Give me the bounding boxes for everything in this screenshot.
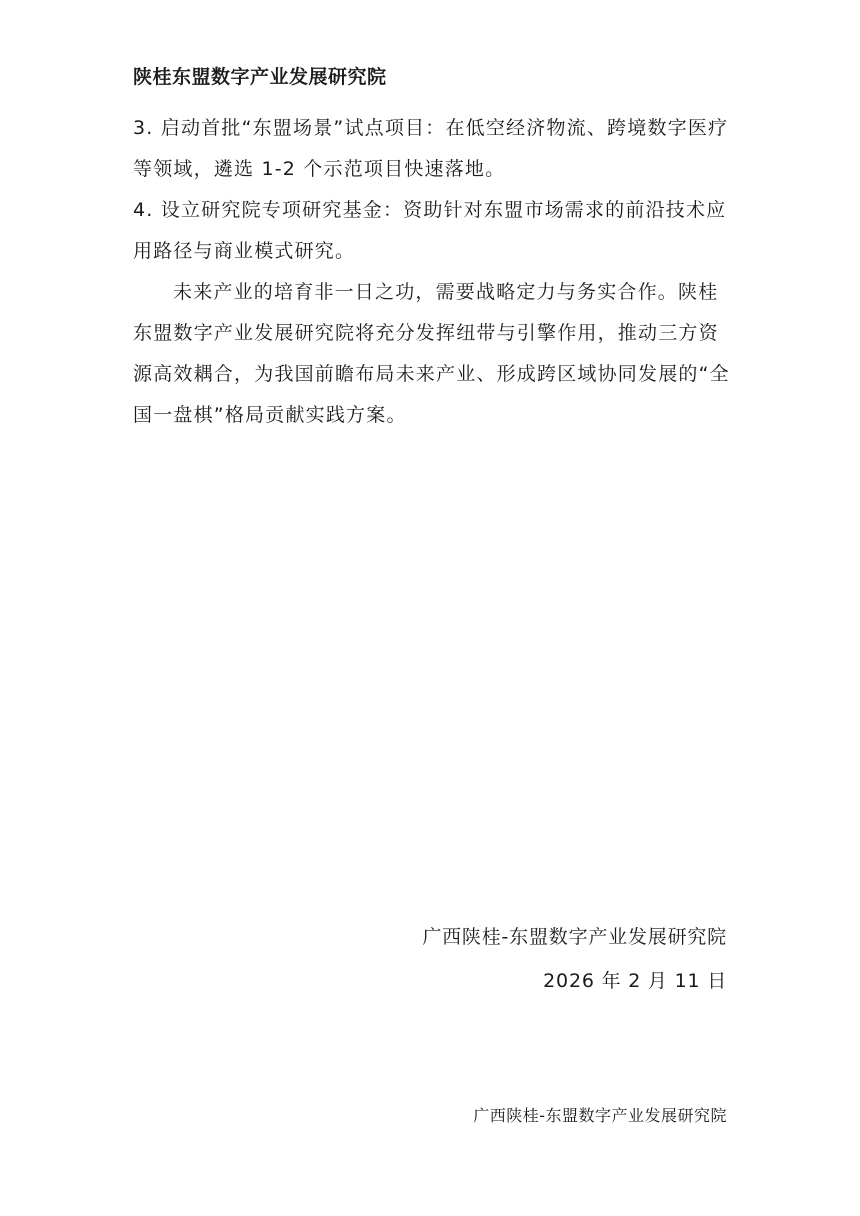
signature-organization: 广西陕桂-东盟数字产业发展研究院 <box>422 926 727 948</box>
list-item-4: 4. 设立研究院专项研究基金：资助针对东盟市场需求的前沿技术应用路径与商业模式研究。 <box>133 199 727 262</box>
document-body <box>133 108 733 436</box>
page-footer: 广西陕桂-东盟数字产业发展研究院 <box>473 1106 727 1125</box>
signature-date: 2026 年 2 月 11 日 <box>543 970 727 992</box>
page-header-title: 陕桂东盟数字产业发展研究院 <box>133 66 387 88</box>
conclusion-paragraph: 未来产业的培育非一日之功，需要战略定力与务实合作。陕桂东盟数字产业发展研究院将充分发挥纽带与引擎作用，推动三方资源高效耦合，为我国前瞻布局未来产业、形成跨区域协同发展的“全国一盘棋”格局贡献实践方案。 <box>133 281 730 426</box>
list-item-3: 3. 启动首批“东盟场景”试点项目：在低空经济物流、跨境数字医疗等领域，遴选 1-2 个示范项目快速落地。 <box>133 117 729 180</box>
